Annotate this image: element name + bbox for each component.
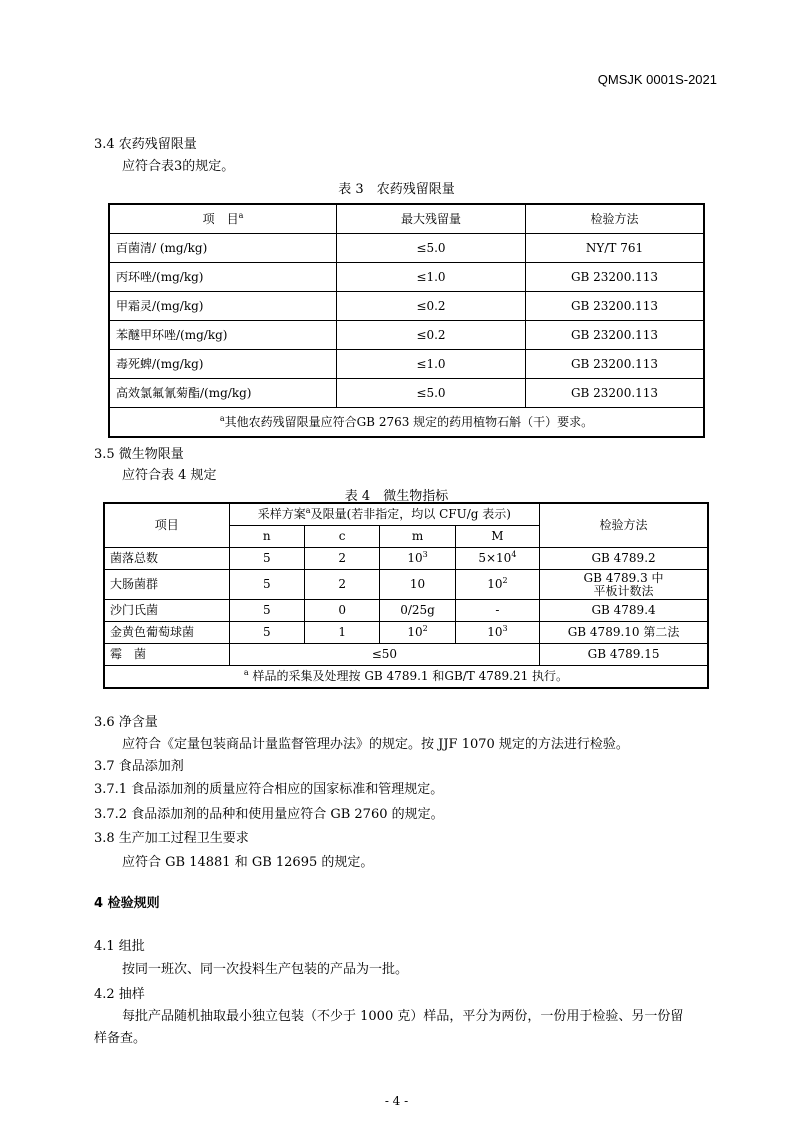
pesticide-name: 毒死蜱/(mg/kg) bbox=[109, 350, 337, 379]
microbe-M: $10^2$ bbox=[455, 570, 539, 600]
section-3-8-heading: 3.8 生产加工过程卫生要求 bbox=[94, 831, 249, 846]
section-3-6-heading: 3.6 净含量 bbox=[94, 715, 158, 730]
header-method: 检验方法 bbox=[540, 503, 708, 548]
pesticide-residue-table bbox=[108, 203, 705, 438]
pesticide-name: 丙环唑/(mg/kg) bbox=[109, 263, 337, 292]
table-row bbox=[109, 379, 704, 408]
header-limit: 最大残留量 bbox=[337, 204, 526, 234]
section-4-2-text-continued: 样备查。 bbox=[94, 1031, 147, 1046]
section-3-5-heading: 3.5 微生物限量 bbox=[94, 447, 184, 462]
microbe-c: 0 bbox=[304, 600, 379, 622]
microbe-n: 5 bbox=[229, 548, 304, 570]
header-item: 项 目$^a$ bbox=[109, 204, 337, 234]
pesticide-method: GB 23200.113 bbox=[526, 379, 705, 408]
microbe-n: 5 bbox=[229, 600, 304, 622]
table-header-row bbox=[109, 204, 704, 234]
microbe-name: 霉 菌 bbox=[104, 644, 229, 666]
header-n: n bbox=[229, 526, 304, 548]
table-row bbox=[104, 570, 708, 600]
pesticide-name: 甲霜灵/(mg/kg) bbox=[109, 292, 337, 321]
pesticide-method: NY/T 761 bbox=[526, 234, 705, 263]
header-item: 项目 bbox=[104, 503, 229, 548]
table-3-footnote: $^a$其他农药残留限量应符合GB 2763 规定的药用植物石斛（干）要求。 bbox=[109, 408, 704, 438]
table-3-caption: 表 3 农药残留限量 bbox=[338, 182, 455, 197]
section-3-4-text: 应符合表3的规定。 bbox=[122, 159, 235, 174]
section-3-5-text: 应符合表 4 规定 bbox=[122, 468, 217, 483]
microbe-c: 2 bbox=[304, 548, 379, 570]
microbe-method: GB 4789.15 bbox=[540, 644, 708, 666]
pesticide-method: GB 23200.113 bbox=[526, 350, 705, 379]
microbe-method: GB 4789.3 中 平板计数法 bbox=[540, 570, 708, 600]
section-4-1-text: 按同一班次、同一次投料生产包装的产品为一批。 bbox=[122, 962, 409, 977]
microbe-name: 大肠菌群 bbox=[104, 570, 229, 600]
microbe-M: - bbox=[455, 600, 539, 622]
section-4-1-heading: 4.1 组批 bbox=[94, 939, 145, 954]
header-sampling-plan: 采样方案$^a$及限量(若非指定，均以 CFU/g 表示) bbox=[229, 503, 539, 526]
header-c: c bbox=[304, 526, 379, 548]
pesticide-limit: ≤0.2 bbox=[337, 321, 526, 350]
section-3-4-heading: 3.4 农药残留限量 bbox=[94, 137, 197, 152]
microbe-m: 0/25g bbox=[380, 600, 455, 622]
section-4-2-text: 每批产品随机抽取最小独立包装（不少于 1000 克）样品，平分为两份，一份用于检验、另一份留 bbox=[122, 1009, 684, 1024]
mold-limit: ≤50 bbox=[229, 644, 539, 666]
table-row bbox=[109, 350, 704, 379]
pesticide-name: 百菌清/ (mg/kg) bbox=[109, 234, 337, 263]
microbe-method: GB 4789.10 第二法 bbox=[540, 622, 708, 644]
table-4-footnote: $^a$ 样品的采集及处理按 GB 4789.1 和GB/T 4789.21 执行。 bbox=[104, 666, 708, 689]
header-method: 检验方法 bbox=[526, 204, 705, 234]
section-4-2-heading: 4.2 抽样 bbox=[94, 987, 145, 1002]
microbe-m: $10^3$ bbox=[380, 548, 455, 570]
pesticide-limit: ≤1.0 bbox=[337, 263, 526, 292]
microbe-n: 5 bbox=[229, 570, 304, 600]
table-row bbox=[109, 292, 704, 321]
table-row bbox=[104, 548, 708, 570]
section-3-7-heading: 3.7 食品添加剂 bbox=[94, 759, 184, 774]
table-row bbox=[104, 644, 708, 666]
pesticide-limit: ≤5.0 bbox=[337, 234, 526, 263]
table-row bbox=[104, 622, 708, 644]
table-row bbox=[104, 600, 708, 622]
table-note-row bbox=[109, 408, 704, 438]
section-3-6-text: 应符合《定量包装商品计量监督管理办法》的规定。按 JJF 1070 规定的方法进行检验。 bbox=[122, 737, 629, 752]
pesticide-limit: ≤1.0 bbox=[337, 350, 526, 379]
table-note-row bbox=[104, 666, 708, 689]
table-header-row bbox=[104, 503, 708, 526]
microbe-name: 金黄色葡萄球菌 bbox=[104, 622, 229, 644]
pesticide-name: 苯醚甲环唑/(mg/kg) bbox=[109, 321, 337, 350]
microbial-table bbox=[103, 502, 709, 689]
section-3-7-2-text: 3.7.2 食品添加剂的品种和使用量应符合 GB 2760 的规定。 bbox=[94, 807, 444, 822]
pesticide-name: 高效氯氟氰菊酯/(mg/kg) bbox=[109, 379, 337, 408]
microbe-method: GB 4789.4 bbox=[540, 600, 708, 622]
pesticide-method: GB 23200.113 bbox=[526, 321, 705, 350]
pesticide-method: GB 23200.113 bbox=[526, 263, 705, 292]
section-3-8-text: 应符合 GB 14881 和 GB 12695 的规定。 bbox=[122, 855, 374, 870]
page-number: - 4 - bbox=[384, 1094, 409, 1108]
section-4-heading: 4 检验规则 bbox=[94, 896, 160, 911]
microbe-n: 5 bbox=[229, 622, 304, 644]
table-4-caption: 表 4 微生物指标 bbox=[344, 489, 449, 504]
microbe-c: 1 bbox=[304, 622, 379, 644]
microbe-m: 10 bbox=[380, 570, 455, 600]
microbe-name: 沙门氏菌 bbox=[104, 600, 229, 622]
microbe-m: $10^2$ bbox=[380, 622, 455, 644]
table-row bbox=[109, 263, 704, 292]
pesticide-limit: ≤0.2 bbox=[337, 292, 526, 321]
microbe-method: GB 4789.2 bbox=[540, 548, 708, 570]
pesticide-limit: ≤5.0 bbox=[337, 379, 526, 408]
document-code: QMSJK 0001S-2021 bbox=[597, 72, 717, 87]
pesticide-method: GB 23200.113 bbox=[526, 292, 705, 321]
microbe-c: 2 bbox=[304, 570, 379, 600]
microbe-M: $5\times 10^4$ bbox=[455, 548, 539, 570]
header-m-upper: M bbox=[455, 526, 539, 548]
section-3-7-1-text: 3.7.1 食品添加剂的质量应符合相应的国家标准和管理规定。 bbox=[94, 782, 444, 797]
microbe-M: $10^3$ bbox=[455, 622, 539, 644]
header-m-lower: m bbox=[380, 526, 455, 548]
microbe-name: 菌落总数 bbox=[104, 548, 229, 570]
table-row bbox=[109, 234, 704, 263]
table-row bbox=[109, 321, 704, 350]
